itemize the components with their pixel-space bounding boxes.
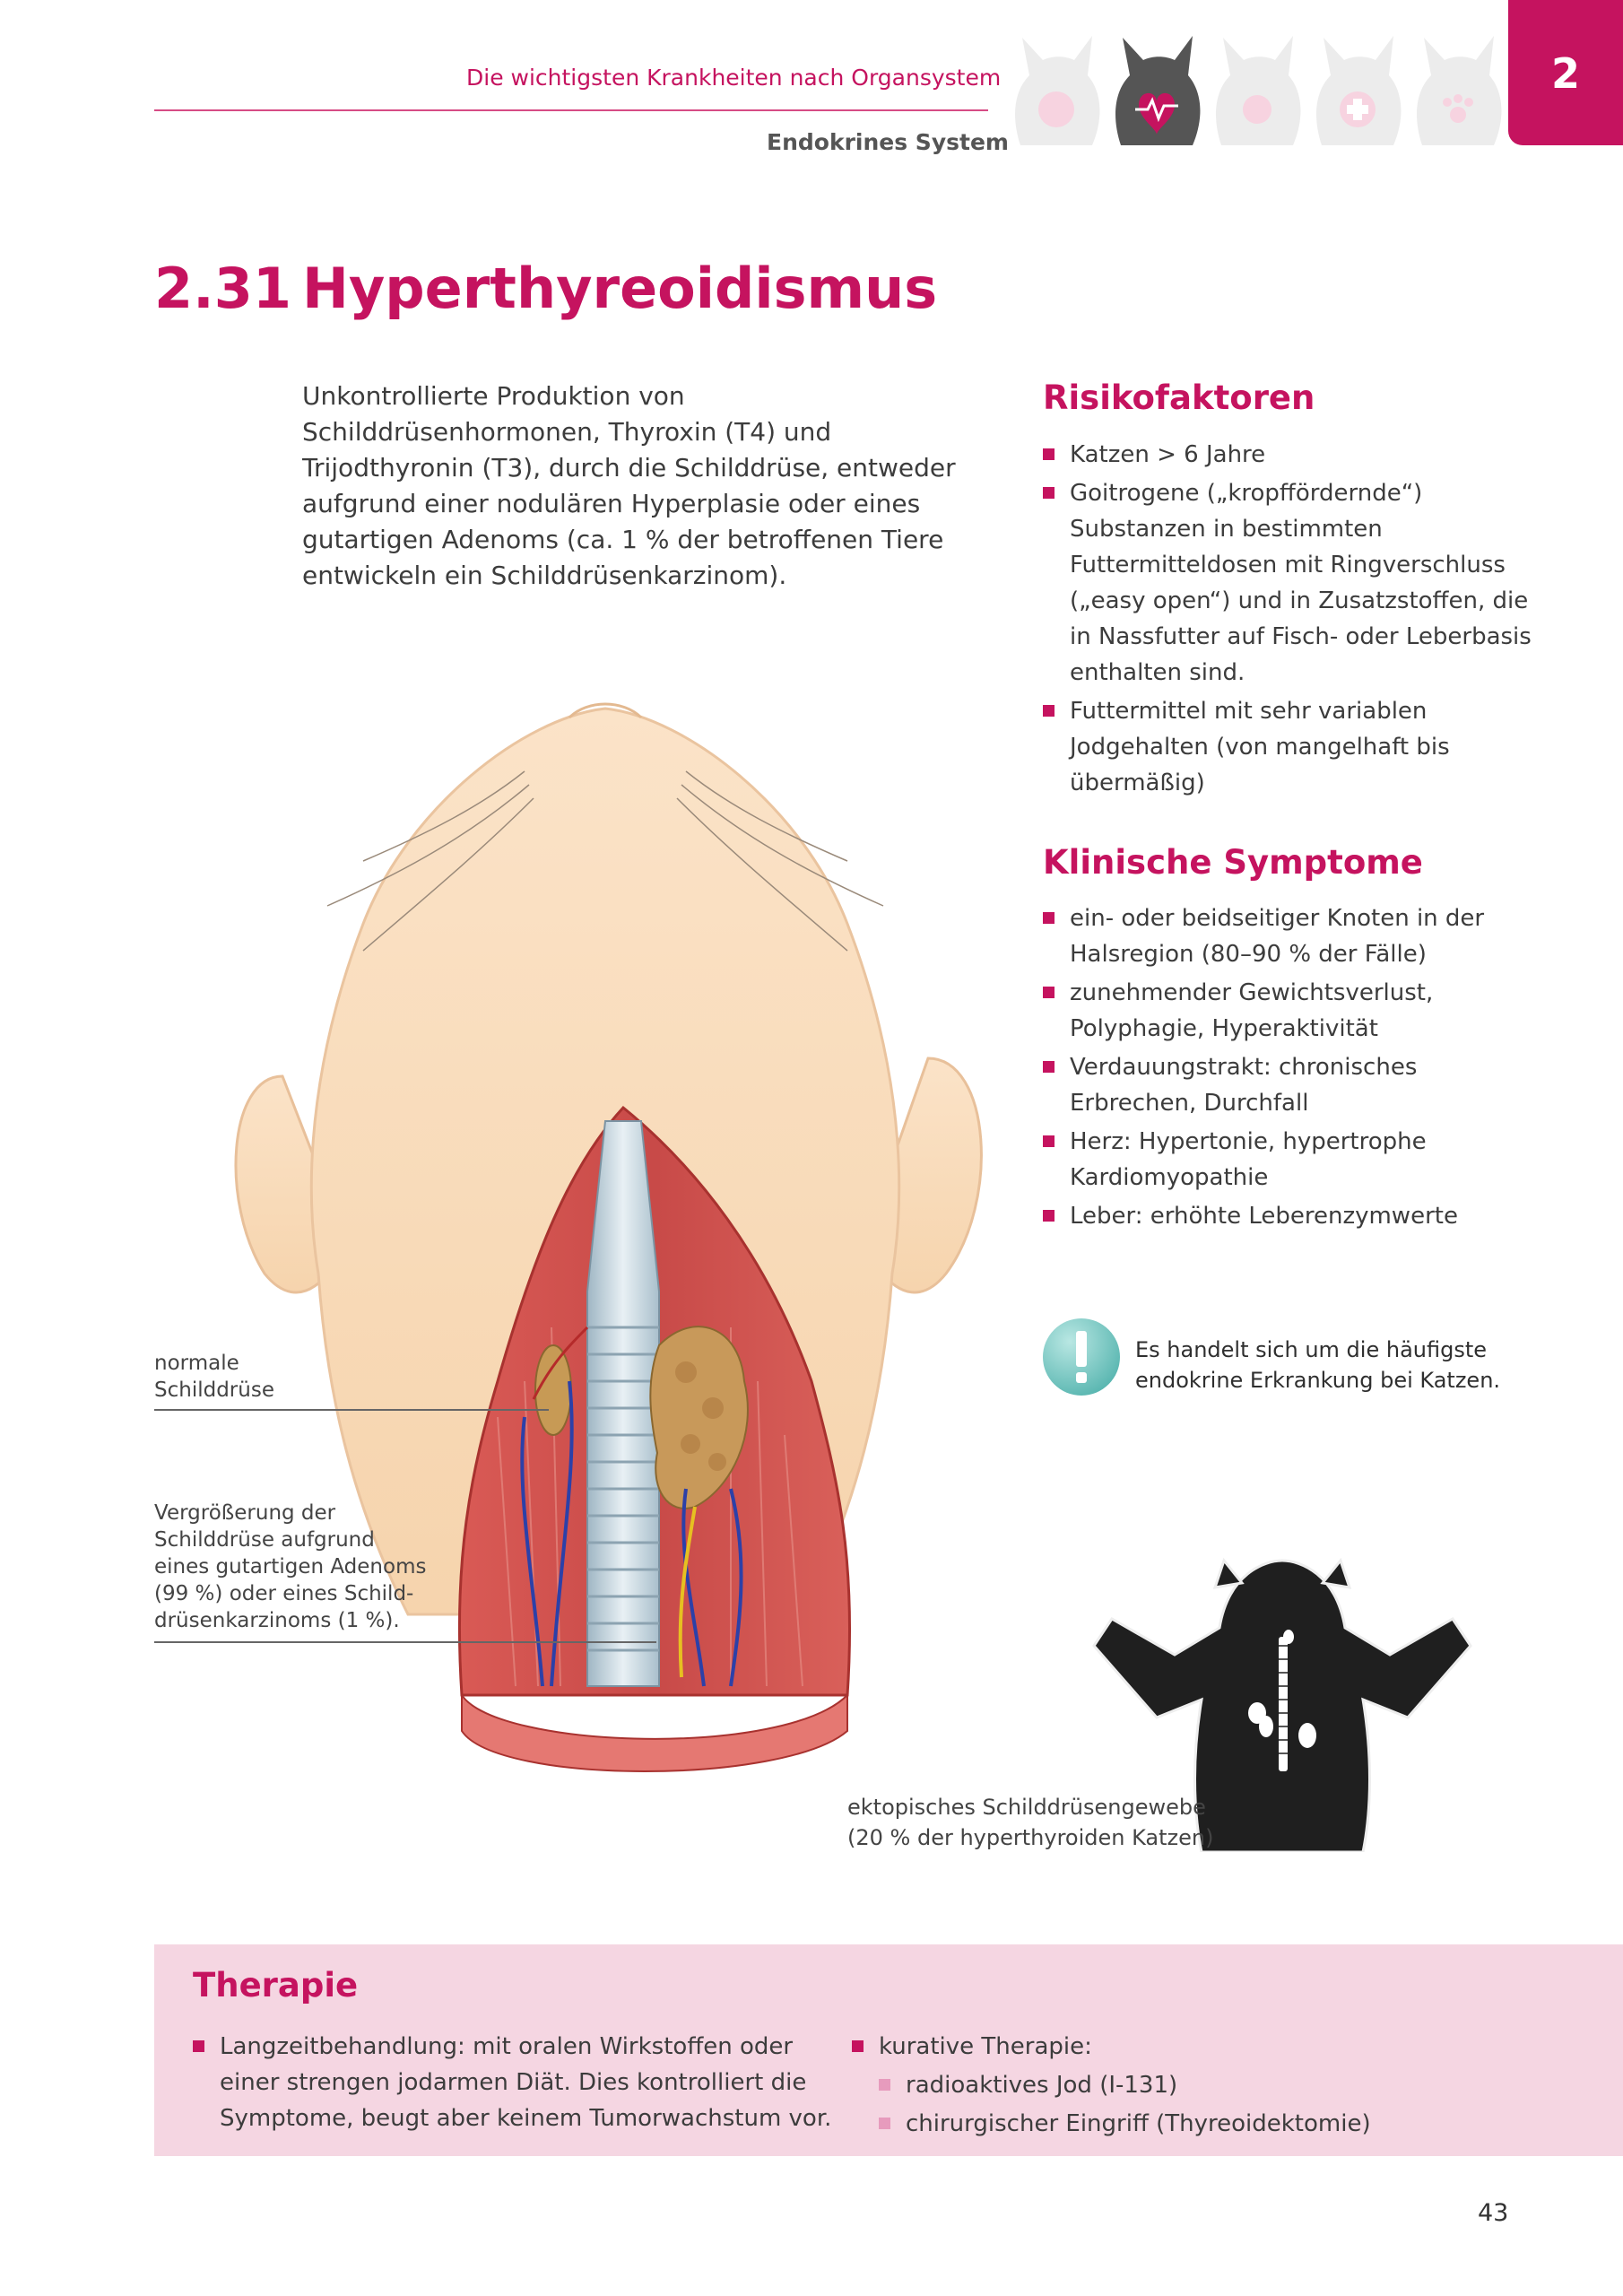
- section-number: 2.31: [154, 256, 291, 321]
- list-item: Katzen > 6 Jahre: [1043, 437, 1545, 473]
- label-line: eines gutartigen Adenoms: [154, 1555, 427, 1578]
- cat-neck-illustration: [229, 700, 991, 1830]
- label-normal-thyroid: [154, 1350, 274, 1404]
- label-line: Vergrößerung der: [154, 1501, 336, 1525]
- chapter-tab: 2: [1508, 0, 1623, 145]
- cat-virus-icon: [1216, 36, 1300, 145]
- cat-cross-icon: [1316, 36, 1401, 145]
- label-line: ektopisches Schilddrüsengewebe: [847, 1795, 1206, 1820]
- list-item: Verdauungstrakt: chronisches Erbrechen, Durchfall: [1043, 1049, 1545, 1121]
- label-line: Schilddrüse: [154, 1378, 274, 1402]
- therapy-right: [852, 2029, 1497, 2144]
- label-line: Schilddrüse aufgrund: [154, 1528, 375, 1552]
- running-header-subsection: Endokrines System: [767, 129, 1009, 155]
- cat-heart-icon: [1115, 36, 1200, 145]
- note-text: Es handelt sich um die häufigste endokrine Erkrankung bei Katzen.: [1135, 1337, 1501, 1393]
- list-item: ein- oder beidseitiger Knoten in der Halsregion (80–90 % der Fälle): [1043, 900, 1545, 972]
- therapy-right-list: [852, 2029, 1497, 2065]
- header-rule: [154, 109, 988, 111]
- label-ectopic-tissue: [847, 1792, 1213, 1853]
- page-title: Hyperthyreoidismus: [302, 256, 938, 321]
- label-line: normale: [154, 1352, 239, 1375]
- list-item: kurative Therapie:: [852, 2029, 1497, 2065]
- risk-heading: Risikofaktoren: [1043, 378, 1315, 417]
- cat-paw-icon: [1417, 36, 1501, 145]
- list-item: Futtermittel mit sehr variablen Jodgehalten (von mangelhaft bis übermäßig): [1043, 693, 1545, 801]
- list-item: radioaktives Jod (I-131): [879, 2067, 1497, 2103]
- organ-system-icons: [1002, 20, 1505, 154]
- label-line: (99 %) oder eines Schild-: [154, 1582, 414, 1605]
- risk-list: [1043, 437, 1545, 804]
- therapy-sub-list: [879, 2067, 1497, 2142]
- list-item: Goitrogene („kropffördernde“) Substanzen in bestimmten Futtermitteldosen mit Ringverschluss („easy open“) und in Zusatzstoffen, die in Nassfutter auf Fisch- oder Leberbasis enthalten sind.: [1043, 475, 1545, 691]
- list-item: Leber: erhöhte Leberenzymwerte: [1043, 1198, 1545, 1234]
- symptoms-heading: Klinische Symptome: [1043, 843, 1423, 882]
- leader-line: [154, 1409, 549, 1411]
- list-item: Herz: Hypertonie, hypertrophe Kardiomyopathie: [1043, 1124, 1545, 1196]
- label-line: drüsenkarzinoms (1 %).: [154, 1609, 400, 1632]
- label-line: (20 % der hyperthyroiden Katzen): [847, 1825, 1214, 1850]
- intro-paragraph: Unkontrollierte Produktion von Schilddrüsenhormonen, Thyroxin (T4) und Trijodthyronin (T3), durch die Schilddrüse, entweder aufgrund einer nodulären Hyperplasie oder eines gutartigen Adenoms (ca. 1 % der betroffenen Tiere entwickeln ein Schilddrüsenkarzinom).: [302, 381, 956, 590]
- cat-icon: [1015, 36, 1099, 145]
- list-item: chirurgischer Eingriff (Thyreoidektomie): [879, 2106, 1497, 2142]
- page-number: 43: [1478, 2199, 1509, 2227]
- list-item: zunehmender Gewichtsverlust, Polyphagie, Hyperaktivität: [1043, 975, 1545, 1047]
- therapy-left-list: [193, 2029, 838, 2139]
- exclamation-icon: [1043, 1318, 1120, 1396]
- symptoms-list: [1043, 900, 1545, 1237]
- list-item: Langzeitbehandlung: mit oralen Wirkstoffen oder einer strengen jodarmen Diät. Dies kontrolliert die Symptome, beugt aber keinem Tumorwachstum vor.: [193, 2029, 838, 2136]
- running-header-section: Die wichtigsten Krankheiten nach Organsystem: [466, 65, 1002, 91]
- leader-line: [154, 1641, 656, 1643]
- therapy-heading: Therapie: [193, 1966, 359, 2005]
- label-enlarged-thyroid: [154, 1500, 531, 1634]
